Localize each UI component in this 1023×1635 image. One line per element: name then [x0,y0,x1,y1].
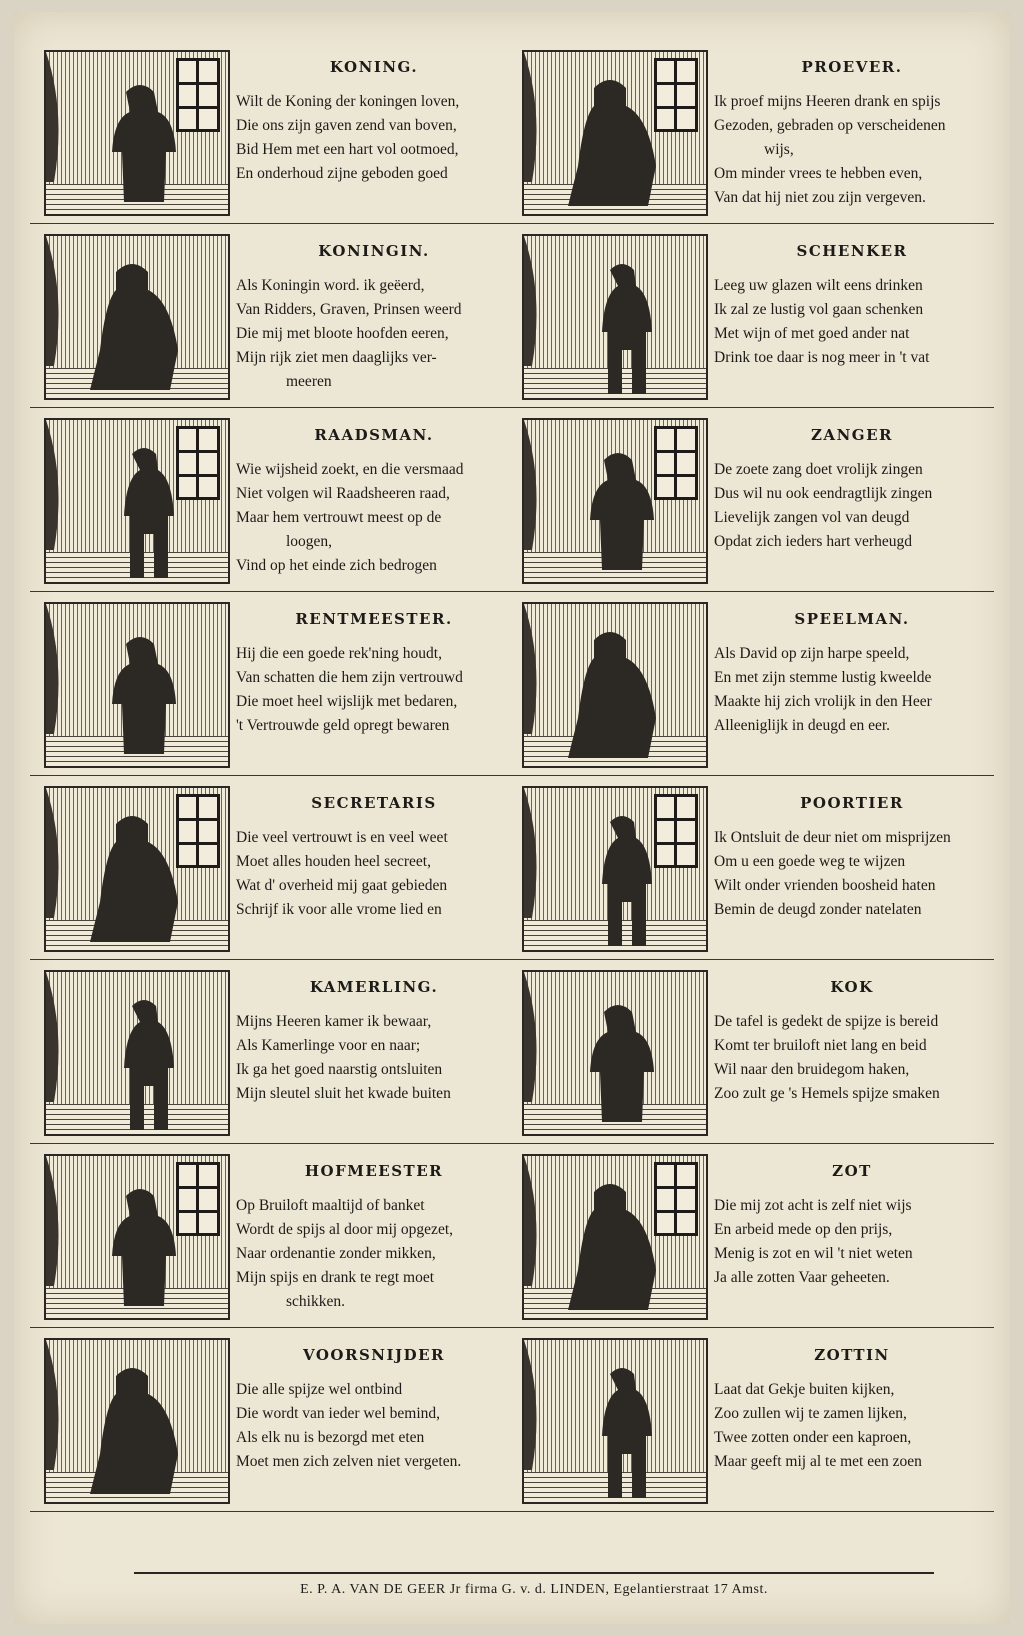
verse-line: Naar ordenantie zonder mikken, [236,1245,436,1262]
verse-title: SECRETARIS [311,794,437,812]
woodcut-illustration [522,1338,708,1504]
verse-text [714,1162,990,1290]
woodcut-illustration [44,418,230,584]
woodcut-illustration [44,970,230,1136]
verse-line: Met wijn of met goed ander nat [714,325,910,342]
woodcut-illustration [522,418,708,584]
verse-text [236,1162,512,1314]
verse-title: SCHENKER [796,242,908,260]
verse-line: Ik ga het goed naarstig ontsluiten [236,1061,443,1078]
verse-line: Hij die een goede rek'ning houdt, [236,645,442,662]
verse-line: Gezoden, gebraden op verscheidenen [714,117,946,134]
woodcut-illustration [44,602,230,768]
verse-line: Vind op het einde zich bedrogen [236,557,437,574]
verse-title: POORTIER [800,794,904,812]
verse-title: KONING. [329,58,419,76]
woodcut-illustration [522,1154,708,1320]
verse-line: Moet alles houden heel secreet, [236,853,431,870]
verse-line: En onderhoud zijne geboden goed [236,165,448,182]
verse-line: Mijns Heeren kamer ik bewaar, [236,1013,432,1030]
verse-line: Mijn sleutel sluit het kwade buiten [236,1085,451,1102]
verse-panel [508,960,994,1144]
verse-panel [30,40,516,224]
verse-line: De tafel is gedekt de spijze is bereid [714,1013,939,1030]
verse-line: Menig is zot en wil 't niet weten [714,1245,913,1262]
verse-title: PROEVER. [801,58,903,76]
woodcut-illustration [44,1338,230,1504]
verse-text [714,58,990,210]
verse-line: Bid Hem met een hart vol ootmoed, [236,141,459,158]
verse-line: meeren [286,373,332,390]
verse-line: Die moet heel wijslijk met bedaren, [236,693,458,710]
verse-line: Schrijf ik voor alle vrome lied en [236,901,442,918]
verse-line: Die mij zot acht is zelf niet wijs [714,1197,912,1214]
verse-line: Ja alle zotten Vaar geheeten. [714,1269,890,1286]
woodcut-illustration [44,786,230,952]
verse-panel [30,960,516,1144]
woodcut-illustration [44,50,230,216]
verse-line: De zoete zang doet vrolijk zingen [714,461,923,478]
verse-title: ZOTTIN [814,1346,890,1364]
verse-line: Leeg uw glazen wilt eens drinken [714,277,923,294]
verse-title: RAADSMAN. [314,426,434,444]
verse-line: Op Bruiloft maaltijd of banket [236,1197,425,1214]
verse-title: ZANGER [810,426,893,444]
verse-line: Ik Ontsluit de deur niet om misprijzen [714,829,951,846]
verse-panel [30,408,516,592]
verse-line: Alleeniglijk in deugd en eer. [714,717,891,734]
verse-line: Twee zotten onder een kaproen, [714,1429,912,1446]
verse-line: Drink toe daar is nog meer in 't vat [714,349,930,366]
verse-line: wijs, [764,141,794,158]
verse-panel [508,1328,994,1512]
woodcut-illustration [522,602,708,768]
verse-line: Als Kamerlinge voor en naar; [236,1037,421,1054]
verse-line: Ik proef mijns Heeren drank en spijs [714,93,941,110]
verse-line: Wilt onder vrienden boosheid haten [714,877,936,894]
verse-line: Die veel vertrouwt is en veel weet [236,829,448,846]
verse-line: Van schatten die hem zijn vertrouwd [236,669,463,686]
verse-text [714,610,990,738]
verse-line: Wat d' overheid mij gaat gebieden [236,877,448,894]
verse-panel [508,408,994,592]
verse-line: Maar hem vertrouwt meest op de [236,509,442,526]
verse-line: Laat dat Gekje buiten kijken, [714,1381,895,1398]
verse-title: KONINGIN. [318,242,430,260]
verse-line: Wordt de spijs al door mij opgezet, [236,1221,453,1238]
woodcut-illustration [44,1154,230,1320]
verse-panel [30,1144,516,1328]
verse-text [714,794,990,922]
verse-line: Moet men zich zelven niet vergeten. [236,1453,462,1470]
verse-title: RENTMEESTER. [295,610,453,628]
verse-line: Maar geeft mij al te met een zoen [714,1453,922,1470]
left-column [30,40,516,1512]
woodcut-illustration [522,786,708,952]
woodcut-illustration [522,234,708,400]
verse-panel [30,1328,516,1512]
verse-line: Als David op zijn harpe speeld, [714,645,910,662]
verse-line: schikken. [286,1293,345,1310]
verse-panel [30,592,516,776]
verse-line: Als elk nu is bezorgd met eten [236,1429,425,1446]
verse-title: KOK [830,978,874,996]
verse-title: ZOT [832,1162,872,1180]
verse-panel [508,224,994,408]
verse-panel [508,1144,994,1328]
woodcut-illustration [522,50,708,216]
verse-panel [30,224,516,408]
printer-imprint: E. P. A. VAN DE GEER Jr firma G. v. d. LINDEN, Egelantierstraat 17 Amst. [134,1572,934,1598]
verse-line: En met zijn stemme lustig kweelde [714,669,932,686]
verse-text [236,242,512,394]
verse-text [236,1346,512,1474]
verse-line: Zoo zullen wij te zamen lijken, [714,1405,907,1422]
verse-line: Wie wijsheid zoekt, en die versmaad [236,461,464,478]
verse-line: Opdat zich ieders hart verheugd [714,533,912,550]
verse-panel [30,776,516,960]
verse-line: Komt ter bruiloft niet lang en beid [714,1037,927,1054]
verse-line: Mijn rijk ziet men daaglijks ver- [236,349,437,366]
verse-line: Om u een goede weg te wijzen [714,853,906,870]
verse-line: Van Ridders, Graven, Prinsen weerd [236,301,462,318]
verse-line: Ik zal ze lustig vol gaan schenken [714,301,924,318]
verse-line: Bemin de deugd zonder natelaten [714,901,922,918]
right-column [508,40,994,1512]
verse-title: VOORSNIJDER [302,1346,446,1364]
verse-line: loogen, [286,533,333,550]
verse-line: Om minder vrees te hebben even, [714,165,923,182]
verse-panel [508,776,994,960]
verse-title: KAMERLING. [309,978,439,996]
verse-text [236,58,512,186]
verse-title: HOFMEESTER [304,1162,444,1180]
verse-line: Dus wil nu ook eendragtlijk zingen [714,485,933,502]
verse-line: En arbeid mede op den prijs, [714,1221,893,1238]
woodcut-illustration [522,970,708,1136]
verse-line: Die alle spijze wel ontbind [236,1381,403,1398]
verse-panel [508,592,994,776]
verse-text [714,426,990,554]
verse-line: Wil naar den bruidegom haken, [714,1061,910,1078]
verse-line: Zoo zult ge 's Hemels spijze smaken [714,1085,940,1102]
verse-line: Lievelijk zangen vol van deugd [714,509,910,526]
verse-text [714,242,990,370]
verse-text [236,978,512,1106]
woodcut-illustration [44,234,230,400]
verse-line: Niet volgen wil Raadsheeren raad, [236,485,450,502]
verse-line: Mijn spijs en drank te regt moet [236,1269,435,1286]
verse-line: Wilt de Koning der koningen loven, [236,93,460,110]
verse-text [236,610,512,738]
verse-title: SPEELMAN. [794,610,910,628]
verse-line: 't Vertrouwde geld opregt bewaren [236,717,450,734]
verse-panel [508,40,994,224]
verse-text [714,1346,990,1474]
verse-line: Als Koningin word. ik geëerd, [236,277,425,294]
verse-text [714,978,990,1106]
verse-text [236,426,512,578]
print-sheet [14,12,1010,1624]
verse-line: Maakte hij zich vrolijk in den Heer [714,693,932,710]
verse-text [236,794,512,922]
verse-line: Van dat hij niet zou zijn vergeven. [714,189,926,206]
verse-line: Die ons zijn gaven zend van boven, [236,117,457,134]
verse-line: Die wordt van ieder wel bemind, [236,1405,441,1422]
verse-line: Die mij met bloote hoofden eeren, [236,325,449,342]
